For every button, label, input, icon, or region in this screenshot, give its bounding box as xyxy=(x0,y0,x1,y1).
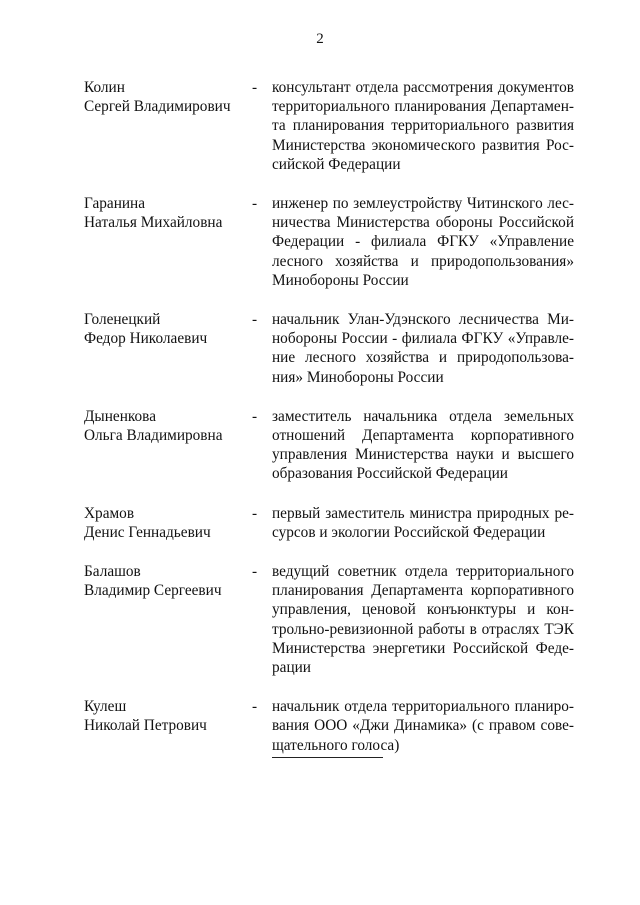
member-name xyxy=(84,78,252,116)
position-line: нобороны России - филиала ФГКУ «Управле- xyxy=(272,330,574,348)
member-position xyxy=(272,562,574,677)
member-position xyxy=(272,697,574,755)
member-position xyxy=(272,78,574,174)
member-name xyxy=(84,194,252,232)
position-line: инженер по землеустройству Читинского лес- xyxy=(272,195,574,213)
position-line: ничества Министерства обороны Российской xyxy=(272,214,574,232)
position-line: планирования Департамента корпоративного xyxy=(272,582,574,600)
member-given-names: Наталья Михайловна xyxy=(84,214,223,232)
position-line: Министерства энергетики Российской Феде- xyxy=(272,639,574,657)
position-line: Минобороны России xyxy=(272,271,409,289)
member-position xyxy=(272,194,574,290)
end-of-list-rule xyxy=(272,757,383,758)
dash-separator: - xyxy=(252,195,258,213)
position-line: ведущий советник отдела территориального xyxy=(272,563,574,581)
member-surname: Дыненкова xyxy=(84,407,156,425)
dash-separator: - xyxy=(252,504,258,522)
position-line: первый заместитель министра природных ре- xyxy=(272,504,574,522)
member-surname: Храмов xyxy=(84,504,135,522)
member-given-names: Владимир Сергеевич xyxy=(84,582,222,600)
position-line: начальник отдела территориального планиро- xyxy=(272,698,574,716)
member-given-names: Ольга Владимировна xyxy=(84,427,223,445)
member-entry xyxy=(84,407,576,484)
member-surname: Гаранина xyxy=(84,195,146,213)
position-line: ния» Минобороны России xyxy=(272,368,444,386)
member-surname: Кулеш xyxy=(84,698,127,716)
member-surname: Балашов xyxy=(84,563,141,581)
member-entry xyxy=(84,562,576,677)
member-given-names: Николай Петрович xyxy=(84,717,207,735)
position-line: образования Российской Федерации xyxy=(272,465,508,483)
member-entry xyxy=(84,194,576,290)
member-given-names: Федор Николаевич xyxy=(84,330,208,348)
member-surname: Колин xyxy=(84,79,125,96)
position-line: отношений Департамента корпоративного xyxy=(272,427,574,445)
dash-separator: - xyxy=(252,563,258,581)
member-surname: Голенецкий xyxy=(84,311,161,329)
member-given-names: Денис Геннадьевич xyxy=(84,523,211,541)
position-line: консультант отдела рассмотрения документов xyxy=(272,79,574,96)
member-name xyxy=(84,697,252,735)
position-line: территориального планирования Департамен- xyxy=(272,98,574,116)
member-position xyxy=(272,310,574,387)
member-position xyxy=(272,504,574,542)
page-number: 2 xyxy=(316,31,324,47)
position-line: начальник Улан-Удэнского лесничества Ми- xyxy=(272,311,574,329)
member-name xyxy=(84,407,252,445)
dash-separator: - xyxy=(252,698,258,716)
position-line: Министерства экономического развития Рос- xyxy=(272,136,574,154)
member-entry xyxy=(84,78,576,174)
position-line: управления, ценовой конъюнктуры и кон- xyxy=(272,601,574,619)
member-name xyxy=(84,310,252,348)
position-line: Федерации - филиала ФГКУ «Управление xyxy=(272,233,574,251)
position-line: управления Министерства науки и высшего xyxy=(272,446,574,464)
position-line: сийской Федерации xyxy=(272,155,401,173)
position-line: ние лесного хозяйства и природопользова- xyxy=(272,349,574,367)
position-line: щательного голоса) xyxy=(272,736,400,754)
position-line: лесного хозяйства и природопользования» xyxy=(272,252,574,270)
position-line: заместитель начальника отдела земельных xyxy=(272,407,574,425)
position-line: вания ООО «Джи Динамика» (с правом сове- xyxy=(272,717,574,735)
member-entry xyxy=(84,310,576,387)
member-name xyxy=(84,504,252,542)
member-entry xyxy=(84,504,576,542)
member-name xyxy=(84,562,252,600)
member-given-names: Сергей Владимирович xyxy=(84,98,231,116)
position-line: трольно-ревизионной работы в отраслях ТЭК xyxy=(272,620,574,638)
dash-separator: - xyxy=(252,79,258,96)
member-entry xyxy=(84,697,576,755)
position-line: рации xyxy=(272,659,311,677)
dash-separator: - xyxy=(252,311,258,329)
position-line: та планирования территориального развития xyxy=(272,117,574,135)
member-position xyxy=(272,407,574,484)
position-line: сурсов и экологии Российской Федерации xyxy=(272,523,546,541)
commission-members-list xyxy=(84,78,576,775)
dash-separator: - xyxy=(252,407,258,425)
